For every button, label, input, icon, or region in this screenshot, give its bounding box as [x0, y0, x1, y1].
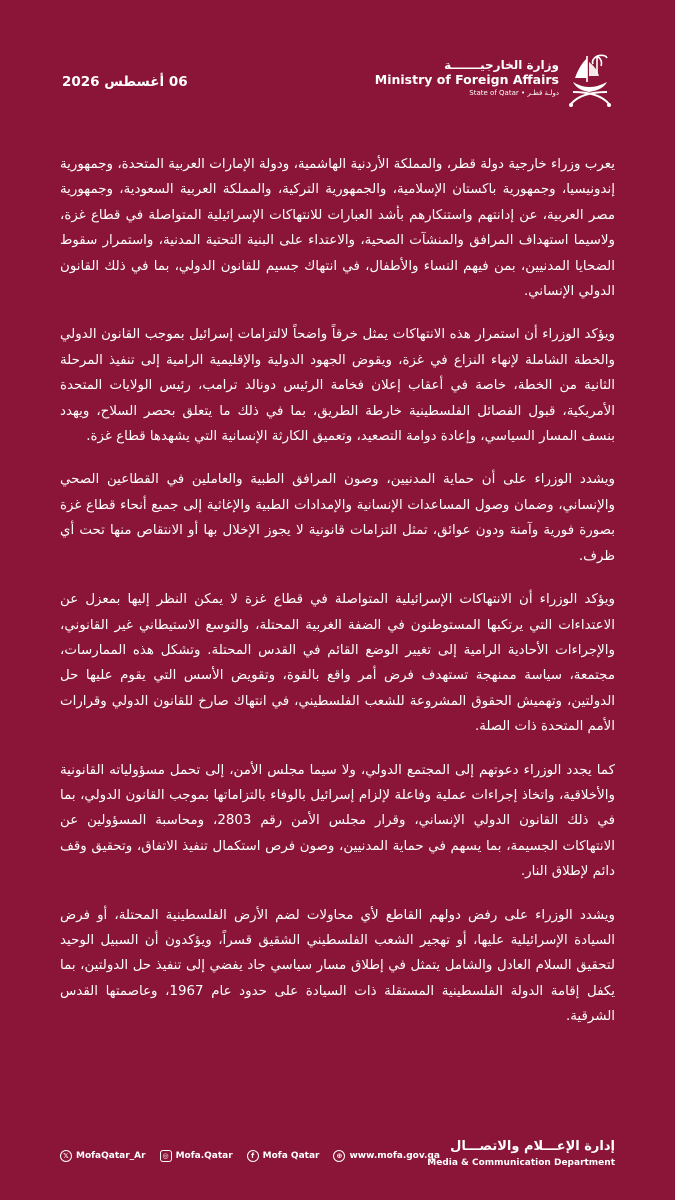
ministry-logo [373, 52, 613, 112]
date: 06 أغسطس 2026 [62, 74, 188, 90]
x-twitter-icon: 𝕏 [60, 1150, 72, 1162]
instagram-icon: ◎ [160, 1150, 172, 1162]
qatar-emblem-icon [567, 52, 613, 112]
facebook-icon: f [247, 1150, 259, 1162]
logo-text [375, 58, 559, 98]
department-label [427, 1138, 615, 1170]
department-name-en: Media & Communication Department [427, 1158, 615, 1168]
social-link-instagram[interactable] [160, 1150, 233, 1162]
social-link-facebook[interactable] [247, 1150, 320, 1162]
social-link-website[interactable] [333, 1150, 439, 1162]
state-ar: دولـة قطـر [527, 89, 559, 97]
social-links [60, 1150, 440, 1162]
social-link-x[interactable] [60, 1150, 146, 1162]
state-line: State of Qatar • دولـة قطـر [469, 89, 559, 97]
paragraph-5: كما يجدد الوزراء دعوتهم إلى المجتمع الدولي، ولا سيما مجلس الأمن، إلى تحمل مسؤولياته القانونية والأخلاقية، واتخاذ إجراءات عملية وفاعلة لإلزام إسرائيل بالوفاء بالتزاماتها بموجب القانون الدولي، بما في ذلك القانون الدولي الإنساني، وقرار مجلس الأمن رقم 2803، ومحاسبة المسؤولين عن الانتهاكات الجسيمة، بما يسهم في حماية المدنيين، وصون فرص استكمال تنفيذ الاتفاق، وتحقيق وقف دائم لإطلاق النار. [60, 762, 615, 880]
social-link-label: MofaQatar_Ar [76, 1151, 146, 1161]
social-link-label: Mofa.Qatar [175, 1151, 233, 1161]
paragraph-6: ويشدد الوزراء على رفض دولهم القاطع لأي محاولات لضم الأرض الفلسطينية المحتلة، أو فرض السيادة الإسرائيلية عليها، أو تهجير الشعب الفلسطيني الشقيق قسراً، ويؤكدون أن السبيل الوحيد لتحقيق السلام العادل والشامل يتمثل في إطلاق مسار سياسي جاد يفضي إلى تنفيذ حل الدولتين، بما يكفل إقامة الدولة الفلسطينية المستقلة ذات السيادة على حدود عام 1967، وعاصمتها القدس الشرقية. [60, 907, 615, 1025]
ministry-name-en: Ministry of Foreign Affairs [374, 72, 559, 87]
statement-body [60, 152, 615, 1048]
paragraph-3: ويشدد الوزراء على أن حماية المدنيين، وصون المرافق الطبية والعاملين في القطاعين الصحي والإنساني، وضمان وصول المساعدات الإنسانية والإمدادات الطبية والإغاثية إلى جميع أنحاء قطاع غزة بصورة فورية وآمنة ودون عوائق، تمثل التزامات قانونية لا يجوز الإخلال بها أو الانتقاص منها تحت أي ظرف. [60, 472, 615, 564]
department-name-ar: إدارة الإعـــلام والاتصـــال [450, 1139, 615, 1154]
footer [60, 1138, 615, 1178]
ministry-name-ar: وزارة الخارجيـــــــة [444, 58, 559, 72]
social-link-label: Mofa Qatar [262, 1151, 320, 1161]
state-en: State of Qatar [469, 89, 519, 97]
header [62, 52, 613, 112]
paragraph-2: ويؤكد الوزراء أن استمرار هذه الانتهاكات يمثل خرقاً واضحاً لالتزامات إسرائيل بموجب القانون الدولي والخطة الشاملة لإنهاء النزاع في غزة، ويقوض الجهود الدولية والإقليمية الرامية إلى تنفيذ المرحلة الثانية من الخطة، خاصة في أعقاب إعلان فخامة الرئيس دونالد ترامب، رئيس الولايات المتحدة الأمريكية، قبول الفصائل الفلسطينية خارطة الطريق، بما في ذلك ما يتعلق بحصر السلاح، ويهدد بنسف المسار السياسي، وإعادة دوامة التصعيد، وتعميق الكارثة الإنسانية التي يشهدها قطاع غزة. [60, 327, 615, 445]
globe-icon: ⊕ [333, 1150, 345, 1162]
paragraph-4: ويؤكد الوزراء أن الانتهاكات الإسرائيلية المتواصلة في قطاع غزة لا يمكن النظر إليها بمعزل عن الاعتداءات التي يرتكبها المستوطنون في الضفة الغربية المحتلة، والتوسع الاستيطاني غير القانوني، والإجراءات الأحادية الرامية إلى تغيير الوضع القائم في القدس المحتلة. وتشكل هذه الممارسات، مجتمعة، سياسة ممنهجة تستهدف فرض أمر واقع بالقوة، وتقويض الأسس التي يقوم عليها حل الدولتين، وتهميش الحقوق المشروعة للشعب الفلسطيني، في انتهاك صارخ للقانون الدولي وقرارات الأمم المتحدة ذات الصلة. [60, 592, 615, 735]
paragraph-1: يعرب وزراء خارجية دولة قطر، والمملكة الأردنية الهاشمية، ودولة الإمارات العربية المتحدة، وجمهورية إندونيسيا، وجمهورية باكستان الإسلامية، والجمهورية التركية، والمملكة العربية السعودية، وجمهورية مصر العربية، عن إدانتهم واستنكارهم بأشد العبارات للانتهاكات الإسرائيلية المتواصلة في قطاع غزة، ولاسيما استهداف المرافق والمنشآت الصحية، والاعتداء على البنية التحتية المدنية، واستمرار سقوط الضحايا المدنيين، بمن فيهم النساء والأطفال، في انتهاك جسيم للقانون الدولي، بما في ذلك القانون الدولي الإنساني. [60, 157, 615, 300]
social-link-label: www.mofa.gov.qa [349, 1151, 440, 1161]
